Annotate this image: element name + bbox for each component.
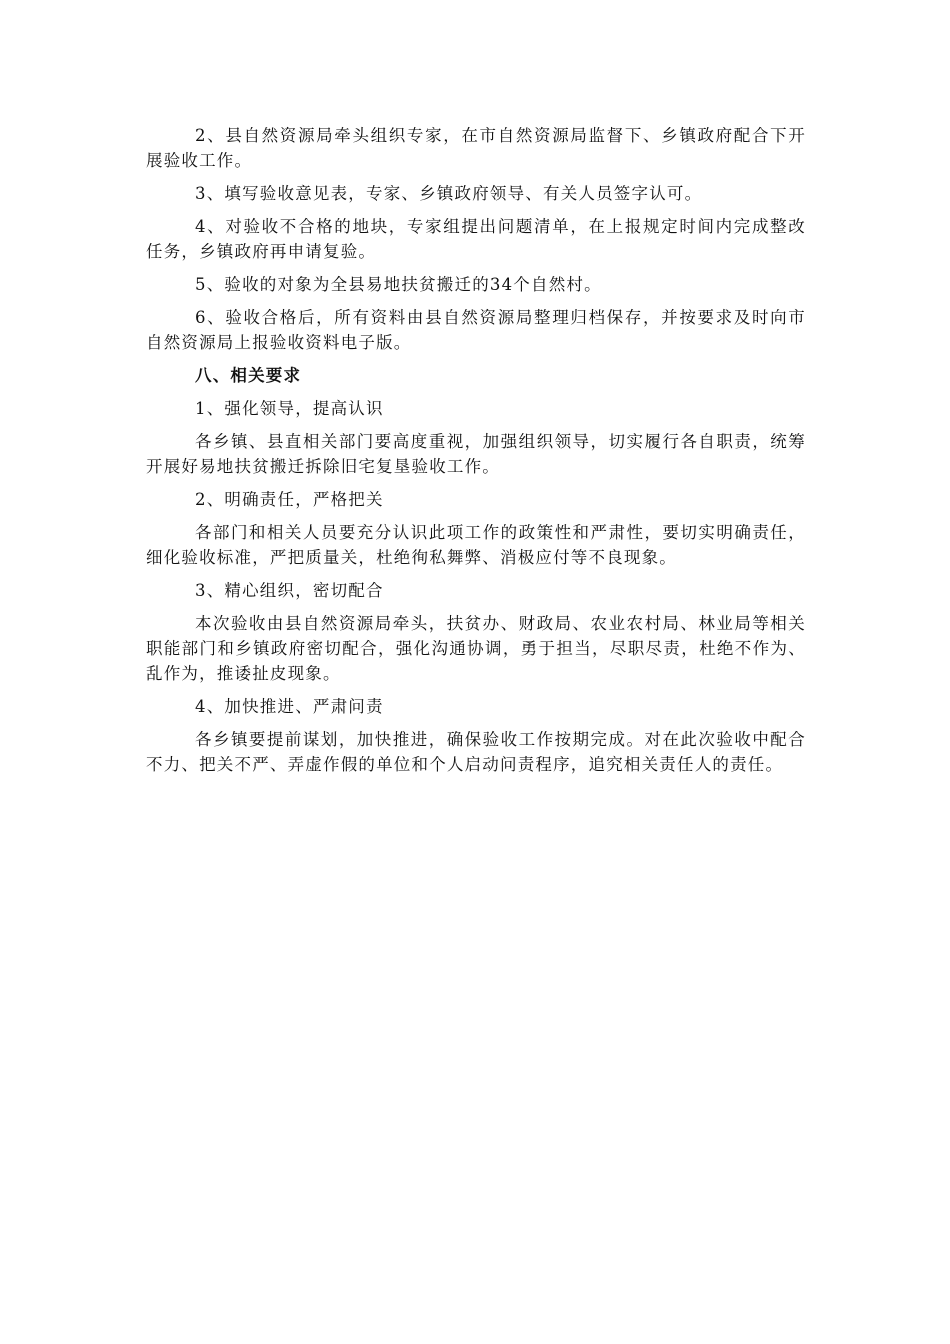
paragraph-item-2: 2、县自然资源局牵头组织专家，在市自然资源局监督下、乡镇政府配合下开展验收工作。 <box>146 126 806 170</box>
paragraph-organization: 本次验收由县自然资源局牵头，扶贫办、财政局、农业农村局、林业局等相关职能部门和乡镇政府密切配合，强化沟通协调，勇于担当，尽职尽责，杜绝不作为、乱作为，推诿扯皮现象。 <box>146 614 806 683</box>
subheading-responsibility: 2、明确责任，严格把关 <box>195 490 384 509</box>
paragraph-item-4: 4、对验收不合格的地块，专家组提出问题清单，在上报规定时间内完成整改任务，乡镇政府再申请复验。 <box>146 217 806 261</box>
paragraph-responsibility: 各部门和相关人员要充分认识此项工作的政策性和严肃性，要切实明确责任，细化验收标准，严把质量关，杜绝徇私舞弊、消极应付等不良现象。 <box>146 523 806 567</box>
subheading-accountability: 4、加快推进、严肃问责 <box>195 697 384 716</box>
paragraph-item-6: 6、验收合格后，所有资料由县自然资源局整理归档保存，并按要求及时向市自然资源局上报验收资料电子版。 <box>146 308 806 352</box>
document-body <box>146 123 806 785</box>
section-heading-requirements: 八、相关要求 <box>195 366 302 385</box>
paragraph-item-5: 5、验收的对象为全县易地扶贫搬迁的34个自然村。 <box>195 275 602 294</box>
paragraph-accountability: 各乡镇要提前谋划，加快推进，确保验收工作按期完成。对在此次验收中配合不力、把关不严、弄虚作假的单位和个人启动问责程序，追究相关责任人的责任。 <box>146 730 806 774</box>
paragraph-leadership: 各乡镇、县直相关部门要高度重视，加强组织领导，切实履行各自职责，统筹开展好易地扶贫搬迁拆除旧宅复垦验收工作。 <box>146 432 806 476</box>
subheading-organization: 3、精心组织，密切配合 <box>195 581 384 600</box>
paragraph-item-3: 3、填写验收意见表，专家、乡镇政府领导、有关人员签字认可。 <box>195 184 703 203</box>
subheading-leadership: 1、强化领导，提高认识 <box>195 399 384 418</box>
